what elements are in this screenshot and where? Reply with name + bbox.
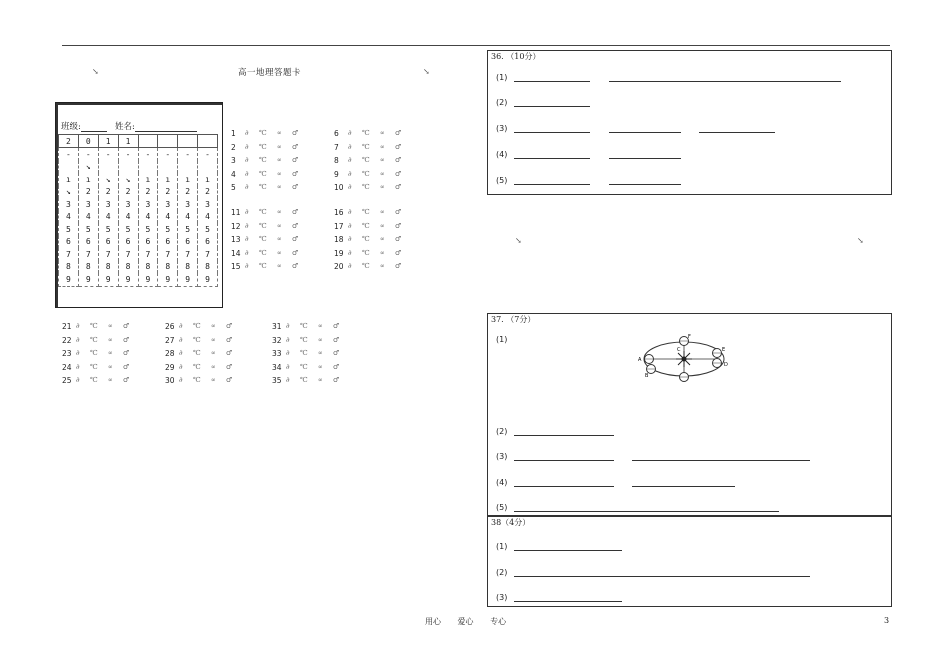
id-bubble[interactable]: 5 xyxy=(198,223,218,236)
id-digit-cell[interactable] xyxy=(198,135,218,148)
id-bubble[interactable]: 2 xyxy=(178,186,198,199)
id-bubble[interactable]: - xyxy=(98,148,118,161)
question-number: 27 xyxy=(165,335,175,345)
answer-line[interactable] xyxy=(514,460,614,461)
question-number: 34 xyxy=(272,362,282,372)
q36-part-label: (5) xyxy=(496,176,508,185)
answer-options[interactable]: ∂ ℃ ∝ ♂ xyxy=(348,142,406,151)
question-number: 11 xyxy=(231,208,241,217)
id-digit-cell[interactable]: 2 xyxy=(59,135,79,148)
answer-options[interactable]: ∂ ℃ ∝ ♂ xyxy=(245,208,303,216)
answer-options[interactable]: ∂ ℃ ∝ ♂ xyxy=(245,142,303,151)
id-bubble[interactable]: ↘ xyxy=(118,173,138,186)
question-number: 29 xyxy=(165,362,175,372)
id-bubble[interactable]: 5 xyxy=(158,223,178,236)
answer-options[interactable]: ∂ ℃ ∝ ♂ xyxy=(348,129,406,137)
class-field[interactable] xyxy=(81,131,107,132)
id-bubble[interactable]: 8 xyxy=(78,261,98,274)
id-bubble[interactable]: 2 xyxy=(98,186,118,199)
id-bubble[interactable]: 7 xyxy=(118,248,138,261)
answer-line[interactable] xyxy=(699,132,775,133)
id-bubble[interactable]: 8 xyxy=(158,261,178,274)
id-bubble[interactable]: 2 xyxy=(198,186,218,199)
id-bubble[interactable]: 5 xyxy=(98,223,118,236)
answer-line[interactable] xyxy=(514,601,622,602)
id-bubble[interactable]: 5 xyxy=(59,223,79,236)
choice-row xyxy=(334,220,405,234)
choice-row xyxy=(272,320,343,334)
choice-row xyxy=(165,320,236,334)
id-digit-row xyxy=(59,135,218,148)
corner-mark: ↘ xyxy=(423,67,430,76)
question-number: 5 xyxy=(231,183,236,192)
id-bubble[interactable] xyxy=(98,161,118,174)
choice-row xyxy=(231,168,302,182)
id-bubble[interactable]: 8 xyxy=(118,261,138,274)
answer-options[interactable]: ∂ ℃ ∝ ♂ xyxy=(286,335,344,344)
q37-part-label: (2) xyxy=(496,427,508,436)
answer-options[interactable]: ∂ ℃ ∝ ♂ xyxy=(245,235,303,243)
id-bubble[interactable]: 2 xyxy=(78,186,98,199)
answer-options[interactable]: ∂ ℃ ∝ ♂ xyxy=(286,376,344,384)
q38-box xyxy=(487,515,892,607)
choice-block-16-20 xyxy=(334,206,405,274)
id-bubble[interactable]: ı xyxy=(198,173,218,186)
name-label: 姓名: xyxy=(114,122,135,132)
id-bubble[interactable]: 3 xyxy=(158,198,178,211)
question-number: 9 xyxy=(334,169,339,179)
answer-options[interactable]: ∂ ℃ ∝ ♂ xyxy=(76,376,134,384)
answer-options[interactable]: ∂ ℃ ∝ ♂ xyxy=(179,376,237,384)
id-bubble[interactable]: 7 xyxy=(98,248,118,261)
answer-options[interactable]: ∂ ℃ ∝ ♂ xyxy=(245,156,303,164)
id-bubble[interactable] xyxy=(198,161,218,174)
question-number: 20 xyxy=(334,262,344,271)
id-bubble-row xyxy=(59,236,218,249)
id-bubble[interactable]: ı xyxy=(59,173,79,186)
id-bubble[interactable]: - xyxy=(198,148,218,161)
choice-block-21-25 xyxy=(62,320,133,388)
question-number: 18 xyxy=(334,235,344,244)
answer-options[interactable]: ∂ ℃ ∝ ♂ xyxy=(179,322,237,330)
question-number: 30 xyxy=(165,376,175,385)
answer-options[interactable]: ∂ ℃ ∝ ♂ xyxy=(179,335,237,344)
id-bubble[interactable] xyxy=(138,161,158,174)
id-bubble[interactable]: ↘ xyxy=(59,186,79,199)
id-digit-cell[interactable] xyxy=(158,135,178,148)
id-bubble[interactable]: 9 xyxy=(178,273,198,286)
question-number: 31 xyxy=(272,322,282,331)
sun-icon xyxy=(676,351,692,367)
id-bubble[interactable]: 7 xyxy=(158,248,178,261)
id-bubble[interactable]: 5 xyxy=(118,223,138,236)
choice-row xyxy=(334,206,405,220)
id-bubble-row xyxy=(59,248,218,261)
id-bubble[interactable]: 9 xyxy=(198,273,218,286)
corner-mark: ↘ xyxy=(857,236,864,245)
id-bubble[interactable]: ı xyxy=(78,173,98,186)
id-bubble[interactable]: 4 xyxy=(198,211,218,224)
q36-part-label: (4) xyxy=(496,150,508,159)
answer-options[interactable]: ∂ ℃ ∝ ♂ xyxy=(179,362,237,371)
choice-row xyxy=(231,181,302,195)
id-bubble[interactable]: 7 xyxy=(78,248,98,261)
id-bubble-row xyxy=(59,161,218,174)
id-bubble[interactable]: 6 xyxy=(98,236,118,249)
id-bubble[interactable]: - xyxy=(138,148,158,161)
answer-options[interactable]: ∂ ℃ ∝ ♂ xyxy=(76,322,134,330)
answer-line[interactable] xyxy=(609,81,841,82)
question-number: 15 xyxy=(231,262,241,271)
orbit-label: F xyxy=(688,334,691,340)
id-bubble[interactable]: 4 xyxy=(178,211,198,224)
id-bubble[interactable]: 6 xyxy=(78,236,98,249)
choice-row xyxy=(231,233,302,247)
id-bubble[interactable]: 2 xyxy=(118,186,138,199)
question-number: 3 xyxy=(231,156,236,165)
corner-mark: ↘ xyxy=(92,67,99,76)
page-number: 3 xyxy=(884,616,890,625)
answer-options[interactable]: ∂ ℃ ∝ ♂ xyxy=(286,322,344,330)
choice-row xyxy=(165,374,236,388)
answer-line[interactable] xyxy=(514,106,590,107)
question-number: 21 xyxy=(62,322,72,331)
id-bubble[interactable]: 4 xyxy=(138,211,158,224)
choice-row xyxy=(165,334,236,348)
id-bubble[interactable]: ı xyxy=(158,173,178,186)
id-bubble-row xyxy=(59,198,218,211)
id-bubble[interactable] xyxy=(178,161,198,174)
answer-line[interactable] xyxy=(514,511,779,512)
id-bubble[interactable]: 8 xyxy=(59,261,79,274)
id-bubble[interactable]: 4 xyxy=(78,211,98,224)
orbit-label: B xyxy=(645,373,649,379)
id-bubble-row xyxy=(59,148,218,161)
choice-row xyxy=(62,347,133,361)
id-digit-cell[interactable]: 1 xyxy=(118,135,138,148)
answer-options[interactable]: ∂ ℃ ∝ ♂ xyxy=(76,335,134,344)
answer-options[interactable]: ∂ ℃ ∝ ♂ xyxy=(76,349,134,357)
answer-options[interactable]: ∂ ℃ ∝ ♂ xyxy=(348,248,406,257)
question-number: 16 xyxy=(334,208,344,217)
q38-part-label: (1) xyxy=(496,542,508,551)
answer-options[interactable]: ∂ ℃ ∝ ♂ xyxy=(245,248,303,257)
question-number: 4 xyxy=(231,169,236,179)
choice-row xyxy=(272,334,343,348)
id-bubble[interactable]: 8 xyxy=(138,261,158,274)
answer-line[interactable] xyxy=(632,460,810,461)
choice-row xyxy=(334,127,405,141)
id-bubble[interactable]: 9 xyxy=(78,273,98,286)
id-bubble[interactable]: 4 xyxy=(98,211,118,224)
choice-row xyxy=(231,141,302,155)
id-bubble[interactable]: 5 xyxy=(78,223,98,236)
answer-options[interactable]: ∂ ℃ ∝ ♂ xyxy=(245,183,303,191)
answer-line[interactable] xyxy=(609,132,681,133)
q37-part-label: (4) xyxy=(496,478,508,487)
id-bubble[interactable]: - xyxy=(78,148,98,161)
q37-part-label: (3) xyxy=(496,452,508,461)
id-bubble[interactable]: 3 xyxy=(138,198,158,211)
choice-row xyxy=(62,320,133,334)
question-number: 1 xyxy=(231,129,236,138)
question-number: 10 xyxy=(334,183,344,192)
id-bubble[interactable]: 9 xyxy=(158,273,178,286)
answer-options[interactable]: ∂ ℃ ∝ ♂ xyxy=(76,362,134,371)
answer-line[interactable] xyxy=(514,435,614,436)
question-number: 26 xyxy=(165,322,175,331)
q37-part-label: (5) xyxy=(496,503,508,512)
choice-row xyxy=(334,247,405,261)
orbit-label: D xyxy=(724,362,728,368)
footer-motto: 用心 爱心 专心 xyxy=(425,617,507,626)
earth-orbit-diagram xyxy=(636,332,732,388)
choice-row xyxy=(62,334,133,348)
choice-row xyxy=(231,154,302,168)
answer-line[interactable] xyxy=(514,81,590,82)
id-bubble[interactable]: ı xyxy=(138,173,158,186)
q37-title: 37. （7分） xyxy=(491,315,536,324)
answer-line[interactable] xyxy=(514,486,614,487)
id-bubble[interactable] xyxy=(59,161,79,174)
question-number: 17 xyxy=(334,221,344,231)
answer-line[interactable] xyxy=(514,132,590,133)
id-bubble[interactable]: 5 xyxy=(178,223,198,236)
answer-options[interactable]: ∂ ℃ ∝ ♂ xyxy=(348,262,406,270)
choice-row xyxy=(272,361,343,375)
choice-row xyxy=(165,347,236,361)
choice-row xyxy=(231,206,302,220)
answer-options[interactable]: ∂ ℃ ∝ ♂ xyxy=(348,235,406,243)
choice-block-1-5 xyxy=(231,127,302,195)
answer-line[interactable] xyxy=(609,184,681,185)
id-bubble[interactable]: 6 xyxy=(138,236,158,249)
id-bubble[interactable]: 3 xyxy=(118,198,138,211)
class-label: 班级: xyxy=(61,122,81,132)
id-bubble[interactable]: 9 xyxy=(98,273,118,286)
id-bubble[interactable] xyxy=(158,161,178,174)
name-field[interactable] xyxy=(135,131,197,132)
id-bubble[interactable]: 7 xyxy=(138,248,158,261)
choice-row xyxy=(334,154,405,168)
q36-part-label: (2) xyxy=(496,98,508,107)
page-title: 高一地理答题卡 xyxy=(238,68,302,78)
answer-line[interactable] xyxy=(514,576,810,577)
id-bubble[interactable]: - xyxy=(158,148,178,161)
choice-row xyxy=(334,141,405,155)
choice-row xyxy=(62,374,133,388)
id-bubble[interactable]: 6 xyxy=(59,236,79,249)
q38-title: 38（4分） xyxy=(491,518,531,527)
id-bubble[interactable]: 7 xyxy=(59,248,79,261)
id-bubble[interactable]: 8 xyxy=(98,261,118,274)
question-number: 32 xyxy=(272,335,282,345)
answer-options[interactable]: ∂ ℃ ∝ ♂ xyxy=(348,183,406,191)
id-bubble[interactable]: 7 xyxy=(198,248,218,261)
choice-row xyxy=(334,233,405,247)
question-number: 22 xyxy=(62,335,72,345)
q36-title: 36. （10分） xyxy=(491,52,541,61)
id-bubble[interactable]: - xyxy=(59,148,79,161)
question-number: 6 xyxy=(334,129,339,138)
q36-part-label: (1) xyxy=(496,73,508,82)
orbit-label: C xyxy=(677,347,681,353)
choice-block-6-10 xyxy=(334,127,405,195)
id-bubble-row xyxy=(59,273,218,286)
id-bubble-row xyxy=(59,223,218,236)
choice-row xyxy=(231,247,302,261)
choice-row xyxy=(334,168,405,182)
choice-block-26-30 xyxy=(165,320,236,388)
choice-row xyxy=(231,220,302,234)
answer-options[interactable]: ∂ ℃ ∝ ♂ xyxy=(245,262,303,270)
q37-part-label: (1) xyxy=(496,335,508,344)
choice-row xyxy=(334,260,405,274)
question-number: 7 xyxy=(334,142,339,152)
answer-options[interactable]: ∂ ℃ ∝ ♂ xyxy=(348,169,406,178)
id-bubble[interactable]: 3 xyxy=(98,198,118,211)
answer-line[interactable] xyxy=(514,184,590,185)
id-bubble[interactable]: 4 xyxy=(118,211,138,224)
id-bubble[interactable]: 3 xyxy=(198,198,218,211)
question-number: 14 xyxy=(231,248,241,258)
id-bubble[interactable]: 2 xyxy=(138,186,158,199)
id-bubble-row xyxy=(59,261,218,274)
id-bubble-row xyxy=(59,186,218,199)
id-bubble[interactable] xyxy=(118,161,138,174)
question-number: 24 xyxy=(62,362,72,372)
id-digit-cell[interactable]: 0 xyxy=(78,135,98,148)
top-rule xyxy=(62,45,890,46)
choice-row xyxy=(165,361,236,375)
id-bubble[interactable]: 5 xyxy=(138,223,158,236)
answer-line[interactable] xyxy=(609,158,681,159)
choice-row xyxy=(231,260,302,274)
answer-line[interactable] xyxy=(632,486,735,487)
id-bubble[interactable]: 7 xyxy=(178,248,198,261)
id-bubble[interactable]: ↘ xyxy=(78,161,98,174)
id-bubble[interactable]: 6 xyxy=(158,236,178,249)
choice-row xyxy=(334,181,405,195)
id-bubble[interactable]: 4 xyxy=(59,211,79,224)
id-bubble[interactable]: 6 xyxy=(198,236,218,249)
choice-row xyxy=(272,374,343,388)
answer-options[interactable]: ∂ ℃ ∝ ♂ xyxy=(348,208,406,216)
id-bubble[interactable]: 2 xyxy=(158,186,178,199)
answer-options[interactable]: ∂ ℃ ∝ ♂ xyxy=(245,169,303,178)
id-bubble[interactable]: - xyxy=(178,148,198,161)
id-bubble[interactable]: ı xyxy=(178,173,198,186)
id-bubble[interactable]: 3 xyxy=(178,198,198,211)
id-digit-cell[interactable] xyxy=(178,135,198,148)
choice-block-11-15 xyxy=(231,206,302,274)
id-bubble[interactable]: 3 xyxy=(59,198,79,211)
orbit-label: E xyxy=(722,347,726,353)
id-bubble[interactable]: 6 xyxy=(178,236,198,249)
answer-options[interactable]: ∂ ℃ ∝ ♂ xyxy=(179,349,237,357)
id-digit-cell[interactable]: 1 xyxy=(98,135,118,148)
student-number-grid xyxy=(58,134,218,287)
id-bubble[interactable]: 3 xyxy=(78,198,98,211)
q38-part-label: (3) xyxy=(496,593,508,602)
answer-options[interactable]: ∂ ℃ ∝ ♂ xyxy=(245,221,303,230)
id-bubble[interactable]: 9 xyxy=(118,273,138,286)
id-bubble[interactable]: - xyxy=(118,148,138,161)
question-number: 2 xyxy=(231,142,236,152)
answer-options[interactable]: ∂ ℃ ∝ ♂ xyxy=(245,129,303,137)
question-number: 12 xyxy=(231,221,241,231)
q38-part-label: (2) xyxy=(496,568,508,577)
answer-options[interactable]: ∂ ℃ ∝ ♂ xyxy=(286,349,344,357)
answer-options[interactable]: ∂ ℃ ∝ ♂ xyxy=(348,156,406,164)
question-number: 23 xyxy=(62,349,72,358)
id-digit-cell[interactable] xyxy=(138,135,158,148)
id-bubble[interactable]: 9 xyxy=(138,273,158,286)
student-info-row xyxy=(61,120,197,132)
question-number: 8 xyxy=(334,156,339,165)
answer-options[interactable]: ∂ ℃ ∝ ♂ xyxy=(348,221,406,230)
question-number: 33 xyxy=(272,349,282,358)
answer-options[interactable]: ∂ ℃ ∝ ♂ xyxy=(286,362,344,371)
choice-row xyxy=(272,347,343,361)
corner-mark: ↘ xyxy=(515,236,522,245)
id-bubble[interactable]: 8 xyxy=(198,261,218,274)
question-number: 25 xyxy=(62,376,72,385)
id-bubble[interactable]: 4 xyxy=(158,211,178,224)
answer-line[interactable] xyxy=(514,550,622,551)
id-bubble[interactable]: 8 xyxy=(178,261,198,274)
question-number: 35 xyxy=(272,376,282,385)
orbit-label: A xyxy=(638,357,642,363)
q36-box xyxy=(487,50,892,195)
question-number: 28 xyxy=(165,349,175,358)
question-number: 19 xyxy=(334,248,344,258)
id-bubble[interactable]: ↘ xyxy=(98,173,118,186)
choice-row xyxy=(62,361,133,375)
answer-line[interactable] xyxy=(514,158,590,159)
id-bubble[interactable]: 6 xyxy=(118,236,138,249)
id-bubble-row xyxy=(59,211,218,224)
choice-row xyxy=(231,127,302,141)
q36-part-label: (3) xyxy=(496,124,508,133)
id-bubble-row xyxy=(59,173,218,186)
id-bubble[interactable]: 9 xyxy=(59,273,79,286)
choice-block-31-35 xyxy=(272,320,343,388)
question-number: 13 xyxy=(231,235,241,244)
